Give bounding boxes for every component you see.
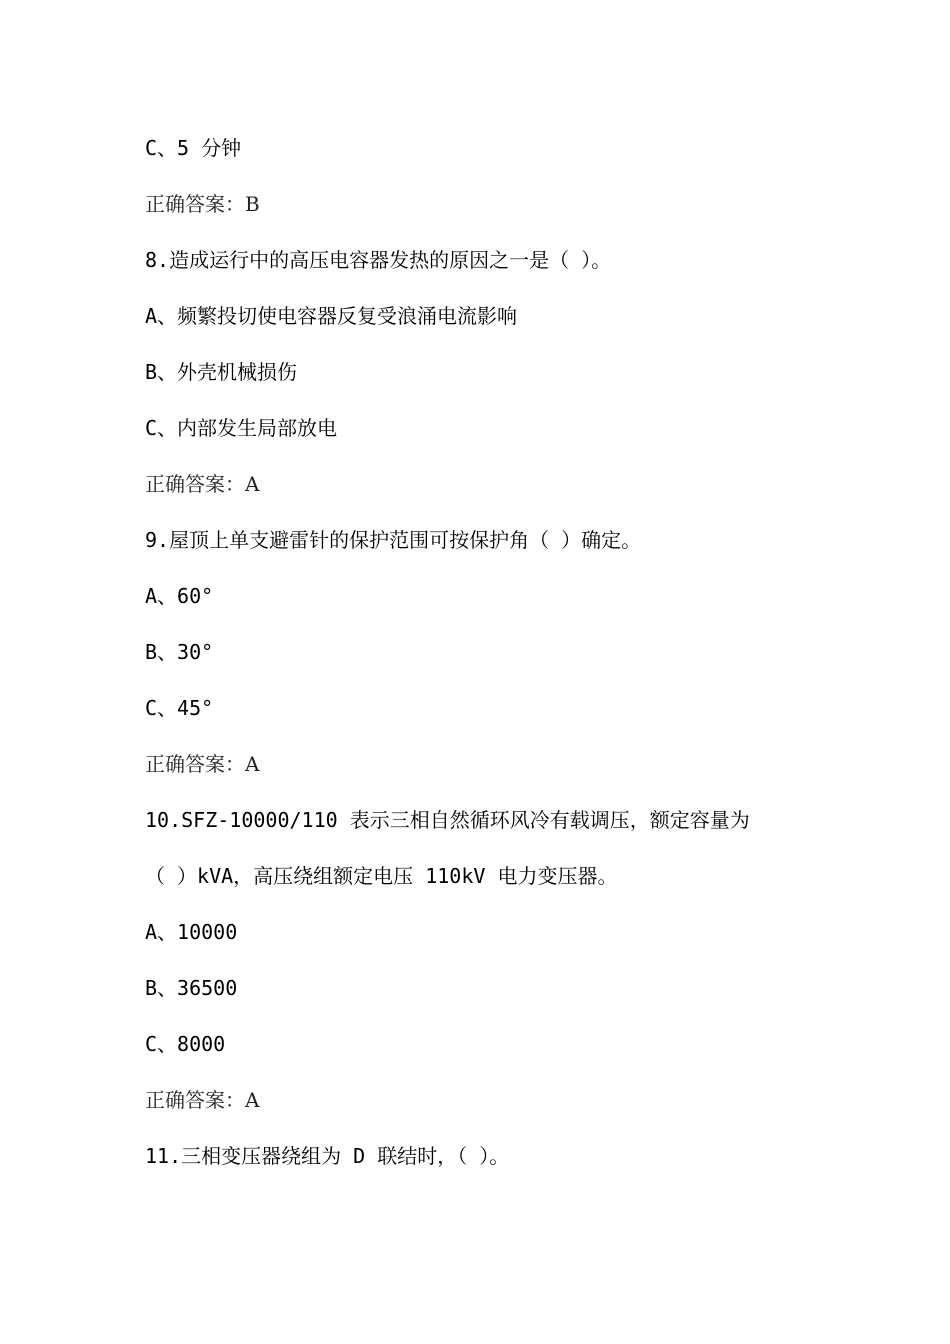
question-continuation-line: （ ）kVA，高压绕组额定电压 110kV 电力变压器。: [145, 864, 618, 888]
question-line: 10.SFZ-10000/110 表示三相自然循环风冷有载调压，额定容量为: [145, 808, 750, 832]
question-line: 8.造成运行中的高压电容器发热的原因之一是（ ）。: [145, 248, 612, 272]
answer-line: 正确答案：A: [145, 472, 260, 496]
answer-line: 正确答案：B: [145, 192, 260, 216]
question-line: 11.三相变压器绕组为 D 联结时，（ ）。: [145, 1144, 510, 1168]
option-line: C、5 分钟: [145, 136, 242, 160]
option-line: A、频繁投切使电容器反复受浪涌电流影响: [145, 304, 518, 328]
option-line: B、30°: [145, 640, 214, 664]
option-line: A、10000: [145, 920, 238, 944]
option-line: C、8000: [145, 1032, 226, 1056]
option-line: A、60°: [145, 584, 214, 608]
question-line: 9.屋顶上单支避雷针的保护范围可按保护角（ ）确定。: [145, 528, 642, 552]
option-line: B、36500: [145, 976, 238, 1000]
option-line: C、内部发生局部放电: [145, 416, 338, 440]
answer-line: 正确答案：A: [145, 752, 260, 776]
answer-line: 正确答案：A: [145, 1088, 260, 1112]
option-line: B、外壳机械损伤: [145, 360, 298, 384]
option-line: C、45°: [145, 696, 214, 720]
